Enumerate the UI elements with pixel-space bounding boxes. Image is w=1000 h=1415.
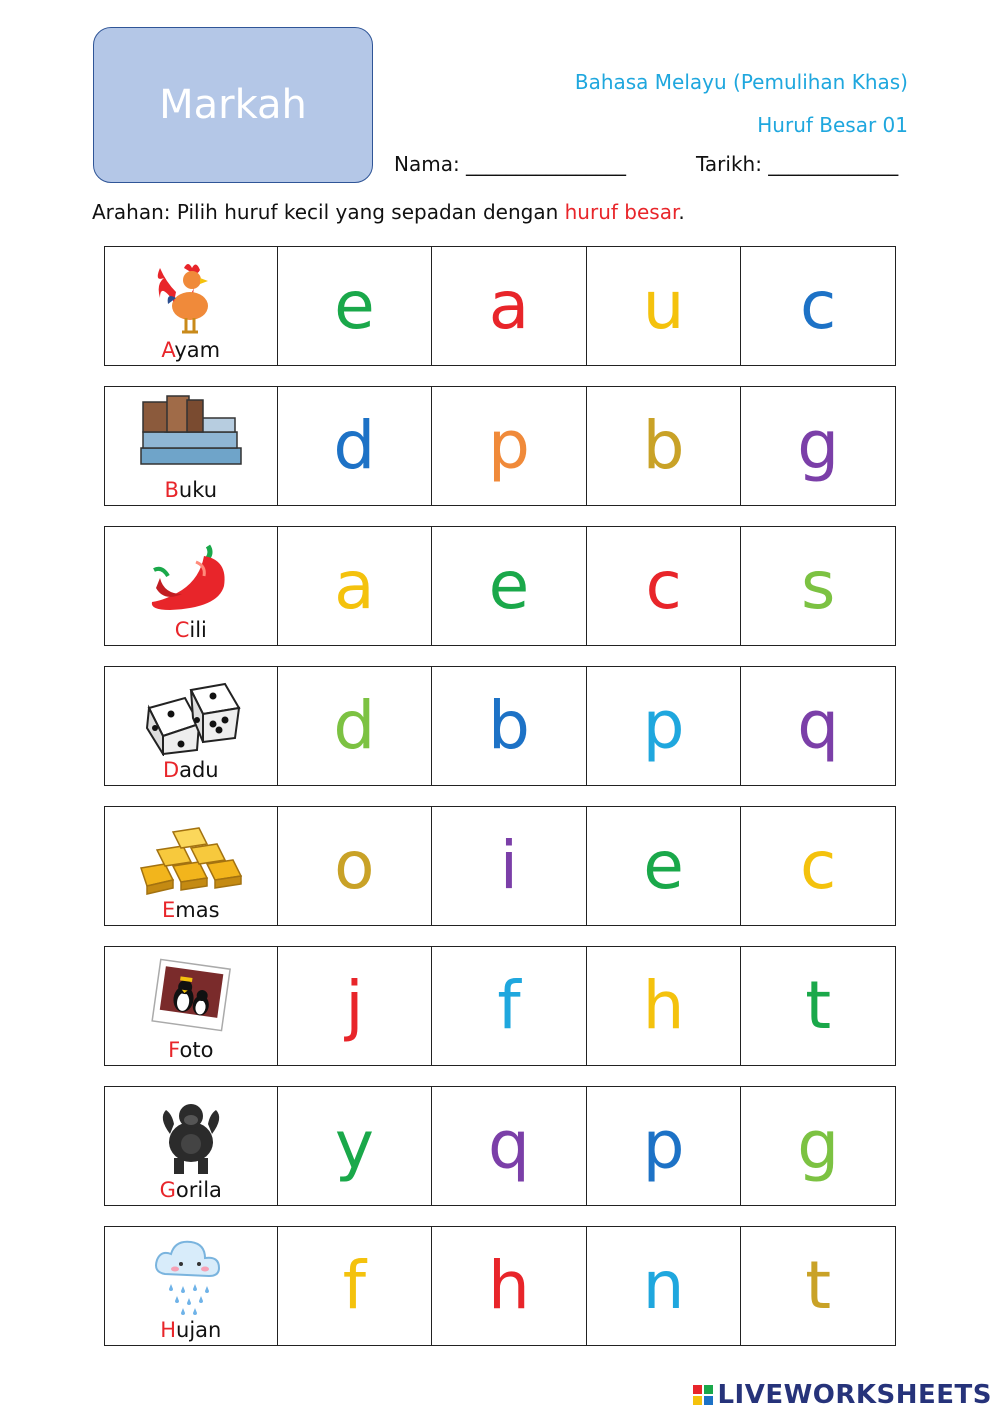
chili-icon <box>146 536 236 620</box>
letter-option-text: d <box>333 407 376 484</box>
letter-option[interactable] <box>431 247 586 365</box>
question-row <box>104 386 896 506</box>
picture-cell <box>105 947 277 1065</box>
letter-option-text: a <box>334 547 375 624</box>
word-rest: ili <box>189 618 207 642</box>
letter-option-text: o <box>334 827 375 904</box>
letter-option-text: q <box>797 687 840 764</box>
photo-icon <box>148 956 234 1040</box>
date-field: Tarikh: _____________ <box>696 152 899 176</box>
question-row <box>104 946 896 1066</box>
letter-option[interactable] <box>277 247 432 365</box>
logo-badge-icon <box>693 1385 713 1405</box>
picture-cell <box>105 1087 277 1205</box>
letter-option[interactable] <box>277 527 432 645</box>
picture-cell <box>105 807 277 925</box>
letter-option[interactable] <box>277 387 432 505</box>
letter-option-text: b <box>488 687 530 764</box>
gold-bars-icon <box>135 820 247 900</box>
letter-option-text: q <box>488 1107 530 1184</box>
rain-cloud-icon <box>151 1234 231 1320</box>
question-row <box>104 666 896 786</box>
letter-option[interactable] <box>740 807 895 925</box>
letter-option[interactable] <box>740 1227 895 1345</box>
letter-option-text: g <box>797 1107 840 1184</box>
letter-option-text: h <box>642 967 685 1044</box>
letter-option[interactable] <box>740 947 895 1065</box>
letter-option[interactable] <box>740 667 895 785</box>
question-row <box>104 1226 896 1346</box>
letter-option-text: e <box>643 827 684 904</box>
letter-option[interactable] <box>740 387 895 505</box>
letter-option[interactable] <box>586 1227 741 1345</box>
score-label: Markah <box>159 82 307 128</box>
picture-cell <box>105 667 277 785</box>
logo-text: LIVEWORKSHEETS <box>717 1380 992 1410</box>
letter-option-text: t <box>805 967 832 1044</box>
picture-cell <box>105 1227 277 1345</box>
letter-option-text: c <box>800 827 837 904</box>
instruction <box>92 200 685 224</box>
letter-option[interactable] <box>431 1227 586 1345</box>
letter-option-text: d <box>333 687 376 764</box>
letter-grid <box>104 246 896 1366</box>
letter-option-text: y <box>334 1107 374 1184</box>
picture-word <box>165 480 218 501</box>
letter-option-text: u <box>642 267 685 344</box>
letter-option-text: s <box>801 547 836 624</box>
letter-option-text: f <box>497 967 521 1044</box>
letter-option[interactable] <box>586 807 741 925</box>
letter-option-text: t <box>805 1247 832 1324</box>
letter-option-text: c <box>645 547 682 624</box>
word-rest: ujan <box>176 1318 222 1342</box>
letter-option[interactable] <box>277 807 432 925</box>
logo-badge-square <box>693 1396 702 1405</box>
instruction-suffix: . <box>678 200 685 224</box>
letter-option[interactable] <box>431 1087 586 1205</box>
word-rest: orila <box>175 1178 222 1202</box>
letter-option-text: e <box>334 267 375 344</box>
instruction-prefix: Arahan: Pilih huruf kecil yang sepadan dengan <box>92 200 565 224</box>
word-rest: oto <box>179 1038 214 1062</box>
dice-icon <box>141 680 241 760</box>
letter-option[interactable] <box>586 527 741 645</box>
letter-option-text: p <box>642 687 685 764</box>
word-first-letter: C <box>174 618 190 642</box>
logo-badge-square <box>704 1396 713 1405</box>
rooster-icon <box>156 258 226 340</box>
picture-word <box>162 900 220 921</box>
word-first-letter: G <box>159 1178 176 1202</box>
letter-option[interactable] <box>277 947 432 1065</box>
logo-badge-square <box>704 1385 713 1394</box>
picture-word <box>163 760 219 781</box>
letter-option-text: h <box>488 1247 530 1324</box>
logo-badge-square <box>693 1385 702 1394</box>
picture-word <box>175 620 207 641</box>
word-rest: mas <box>175 898 220 922</box>
books-icon <box>137 392 245 480</box>
letter-option[interactable] <box>431 807 586 925</box>
subject-title: Bahasa Melayu (Pemulihan Khas) <box>574 70 908 94</box>
gorilla-icon <box>156 1098 226 1180</box>
word-first-letter: F <box>168 1038 180 1062</box>
picture-word <box>161 340 220 361</box>
letter-option-text: g <box>797 407 840 484</box>
letter-option-text: b <box>642 407 685 484</box>
letter-option-text: c <box>800 267 837 344</box>
letter-option[interactable] <box>740 247 895 365</box>
letter-option[interactable] <box>431 387 586 505</box>
picture-word <box>168 1040 213 1061</box>
letter-option[interactable] <box>431 667 586 785</box>
letter-option[interactable] <box>277 1227 432 1345</box>
word-first-letter: A <box>161 338 175 362</box>
word-rest: uku <box>178 478 218 502</box>
picture-word <box>160 1320 221 1341</box>
letter-option-text: i <box>499 827 519 904</box>
question-row <box>104 526 896 646</box>
letter-option-text: n <box>642 1247 685 1324</box>
question-row <box>104 1086 896 1206</box>
word-first-letter: H <box>160 1318 177 1342</box>
letter-option[interactable] <box>277 1087 432 1205</box>
letter-option[interactable] <box>586 947 741 1065</box>
letter-option[interactable] <box>740 527 895 645</box>
question-row <box>104 246 896 366</box>
letter-option[interactable] <box>586 387 741 505</box>
picture-word <box>160 1180 222 1201</box>
word-first-letter: B <box>164 478 179 502</box>
picture-cell <box>105 527 277 645</box>
letter-option[interactable] <box>586 247 741 365</box>
word-first-letter: E <box>162 898 176 922</box>
letter-option-text: f <box>342 1247 366 1324</box>
letter-option[interactable] <box>277 667 432 785</box>
instruction-highlight: huruf besar <box>564 200 679 224</box>
letter-option[interactable] <box>431 947 586 1065</box>
letter-option[interactable] <box>586 667 741 785</box>
letter-option-text: p <box>642 1107 685 1184</box>
letter-option-text: a <box>488 267 530 344</box>
worksheet-title: Huruf Besar 01 <box>757 113 908 137</box>
letter-option-text: p <box>488 407 530 484</box>
score-box <box>93 27 373 183</box>
letter-option-text: j <box>345 967 364 1044</box>
picture-cell <box>105 247 277 365</box>
name-field: Nama: ________________ <box>394 152 627 176</box>
word-rest: adu <box>179 758 219 782</box>
letter-option[interactable] <box>740 1087 895 1205</box>
letter-option[interactable] <box>431 527 586 645</box>
letter-option[interactable] <box>586 1087 741 1205</box>
picture-cell <box>105 387 277 505</box>
letter-option-text: e <box>488 547 530 624</box>
question-row <box>104 806 896 926</box>
liveworksheets-logo <box>693 1380 992 1410</box>
word-rest: yam <box>174 338 221 362</box>
word-first-letter: D <box>162 758 180 782</box>
